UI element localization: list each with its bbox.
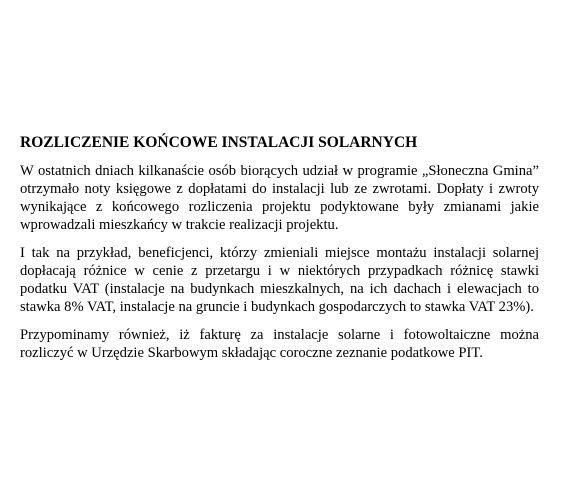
article — [20, 134, 539, 372]
article-paragraph-2: I tak na przykład, beneficjenci, którzy zmieniali miejsce montażu instalacji solarnej dopłacają różnice w cenie z przetargu i w niektórych przypadkach różnicę stawki podatku VAT (instalacje na budynkach mieszkalnych, na ich dachach i elewacjach to stawka 8% VAT, instalacje na gruncie i budynkach gospodarczych to stawka VAT 23%). — [20, 245, 539, 315]
article-paragraph-1: W ostatnich dniach kilkanaście osób biorących udział w programie „Słoneczna Gmina” otrzymało noty księgowe z dopłatami do instalacji lub ze zwrotami. Dopłaty i zwroty wynikające z końcowego rozliczenia projektu podyktowane były zmianami jakie wprowadzali mieszkańcy w trakcie realizacji projektu. — [20, 163, 539, 233]
article-paragraph-3: Przypominamy również, iż fakturę za instalacje solarne i fotowoltaiczne można rozliczyć w Urzędzie Skarbowym składając coroczne zeznanie podatkowe PIT. — [20, 327, 539, 361]
article-title: ROZLICZENIE KOŃCOWE INSTALACJI SOLARNYCH — [20, 134, 418, 151]
